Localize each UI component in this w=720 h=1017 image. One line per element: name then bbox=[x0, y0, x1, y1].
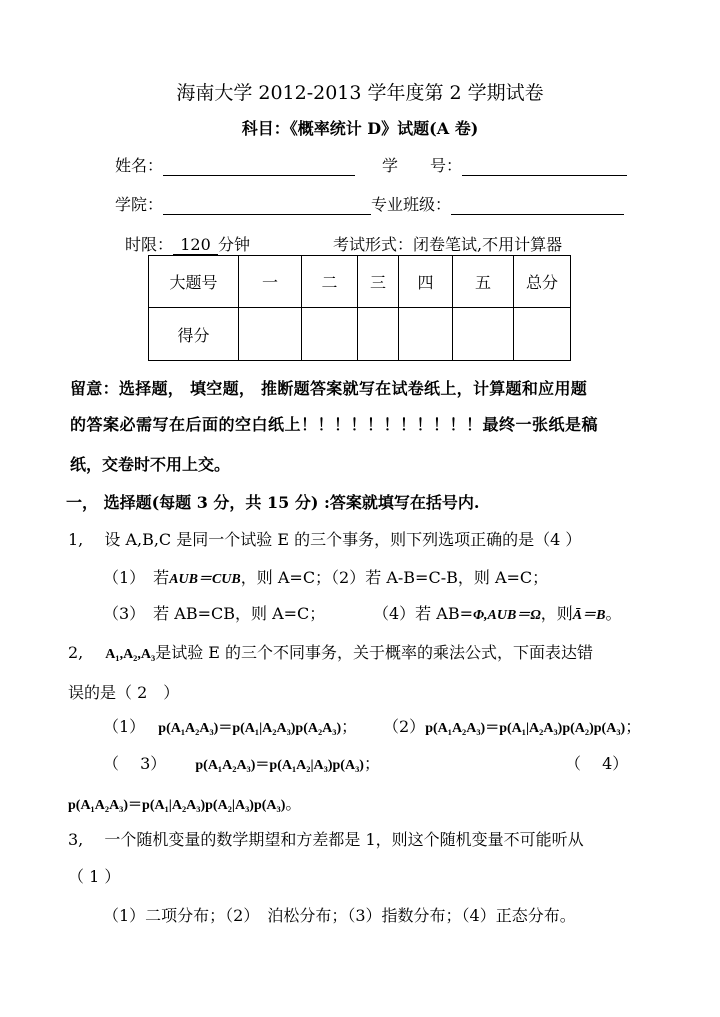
section-1-heading: 一， 选择题(每题 3 分，共 15 分) :答案就填写在括号内. bbox=[66, 493, 480, 512]
question-1-option-4 bbox=[373, 601, 622, 624]
q2-option2-label: （2） bbox=[383, 717, 426, 736]
question-2-stem-line-1 bbox=[68, 640, 593, 663]
time-limit-row bbox=[125, 232, 250, 255]
college-label: 学院： bbox=[115, 195, 164, 214]
notice-line-3: 纸，交卷时不用上交。 bbox=[70, 455, 231, 474]
q2-option1-formula: p(A₁A₂A₃)＝p(A₁|A₂A₃)p(A₂A₃) bbox=[158, 721, 342, 736]
question-3-stem-line-1: 3, 一个随机变量的数学期望和方差都是 1，则这个随机变量不可能听从 bbox=[68, 830, 584, 849]
score-cell[interactable] bbox=[239, 308, 302, 361]
score-table-score-row bbox=[149, 308, 571, 361]
exam-title: 海南大学 2012-2013 学年度第 2 学期试卷 bbox=[176, 82, 544, 104]
q2-stem-text: 是试验 E 的三个不同事务，关于概率的乘法公式，下面表达错 bbox=[155, 643, 594, 662]
score-table-header: 大题号 bbox=[149, 256, 239, 308]
student-id-blank[interactable] bbox=[462, 157, 627, 176]
q1-option4-formula-2: Ā＝B bbox=[572, 608, 606, 623]
score-table-header: 三 bbox=[358, 256, 399, 308]
question-2-option-3 bbox=[103, 751, 380, 774]
college-blank[interactable] bbox=[163, 196, 371, 215]
q1-option1-prefix: （1） 若 bbox=[103, 568, 170, 587]
q2-option1-label: （1） bbox=[103, 717, 138, 736]
q2-number: 2, bbox=[68, 643, 84, 662]
name-label: 姓名： bbox=[115, 156, 164, 175]
time-label: 时限： bbox=[125, 235, 174, 254]
student-id-row bbox=[382, 153, 627, 176]
name-field-row bbox=[115, 153, 355, 176]
class-blank[interactable] bbox=[451, 196, 624, 215]
q2-option2-end: ； bbox=[625, 717, 642, 736]
score-table-header: 五 bbox=[453, 256, 514, 308]
question-2-option-2 bbox=[383, 714, 641, 737]
exam-form: 考试形式：闭卷笔试,不用计算器 bbox=[333, 235, 563, 254]
notice-line-1: 留意：选择题， 填空题， 推断题答案就写在试卷纸上，计算题和应用题 bbox=[70, 379, 588, 398]
question-2-option-1 bbox=[103, 714, 357, 737]
class-label: 专业班级： bbox=[371, 195, 452, 214]
question-2-option-4-label: （ 4） bbox=[565, 754, 629, 773]
score-cell[interactable] bbox=[453, 308, 514, 361]
question-1-options-a bbox=[103, 565, 548, 588]
question-3-stem-line-2: （ 1 ） bbox=[68, 867, 121, 886]
score-cell[interactable] bbox=[399, 308, 453, 361]
time-value: 120 bbox=[173, 235, 218, 255]
score-table-header: 一 bbox=[239, 256, 302, 308]
q1-option4-prefix: （4）若 AB= bbox=[373, 604, 473, 623]
question-1-stem: 1, 设 A,B,C 是同一个试验 E 的三个事务，则下列选项正确的是（4 ） bbox=[68, 530, 582, 549]
q1-option4-formula: Φ,AUB＝Ω bbox=[473, 608, 541, 623]
question-1-option-3: （3） 若 AB=CB，则 A=C； bbox=[103, 604, 326, 623]
name-blank[interactable] bbox=[163, 157, 355, 176]
notice-line-2: 的答案必需写在后面的空白纸上！！！！！！！！！！！最终一张纸是稿 bbox=[70, 415, 599, 434]
q2-events-formula: A₁,A₂,A₃ bbox=[105, 647, 156, 662]
q2-option3-formula: p(A₁A₂A₃)＝p(A₁A₂|A₃)p(A₃) bbox=[195, 758, 364, 773]
score-cell[interactable] bbox=[358, 308, 399, 361]
q2-option1-end: ； bbox=[341, 717, 358, 736]
q1-option4-mid: ，则 bbox=[540, 604, 573, 623]
score-cell[interactable] bbox=[302, 308, 358, 361]
score-table-header-row bbox=[149, 256, 571, 308]
score-row-label: 得分 bbox=[149, 308, 239, 361]
score-table-header: 二 bbox=[302, 256, 358, 308]
q1-option4-end: 。 bbox=[605, 604, 622, 623]
q2-option4-end: 。 bbox=[285, 794, 302, 813]
question-2-stem-line-2: 误的是（ 2 ） bbox=[68, 683, 180, 702]
student-id-label: 学 号： bbox=[382, 156, 463, 175]
q2-option3-label: （ 3） bbox=[103, 754, 159, 773]
score-table bbox=[148, 255, 571, 361]
score-table-header: 总分 bbox=[514, 256, 571, 308]
question-2-option-4 bbox=[68, 791, 301, 814]
score-table-header: 四 bbox=[399, 256, 453, 308]
q2-option4-formula: p(A₁A₂A₃)＝p(A₁|A₂A₃)p(A₂|A₃)p(A₃) bbox=[68, 798, 286, 813]
question-3-options: （1）二项分布；（2） 泊松分布；（3）指数分布；（4）正态分布。 bbox=[103, 906, 576, 925]
q1-option1-formula: AUB＝CUB bbox=[169, 572, 241, 587]
q2-option3-end: ； bbox=[363, 754, 380, 773]
q2-option2-formula: p(A₁A₂A₃)＝p(A₁|A₂A₃)p(A₂)p(A₃) bbox=[425, 721, 626, 736]
score-cell[interactable] bbox=[514, 308, 571, 361]
time-unit: 分钟 bbox=[218, 235, 251, 254]
exam-subtitle: 科目：《概率统计 D》试题(A 卷) bbox=[241, 119, 479, 138]
college-field-row bbox=[115, 192, 624, 215]
q1-option1-suffix: ，则 A=C；（2）若 A-B=C-B，则 A=C； bbox=[240, 568, 549, 587]
